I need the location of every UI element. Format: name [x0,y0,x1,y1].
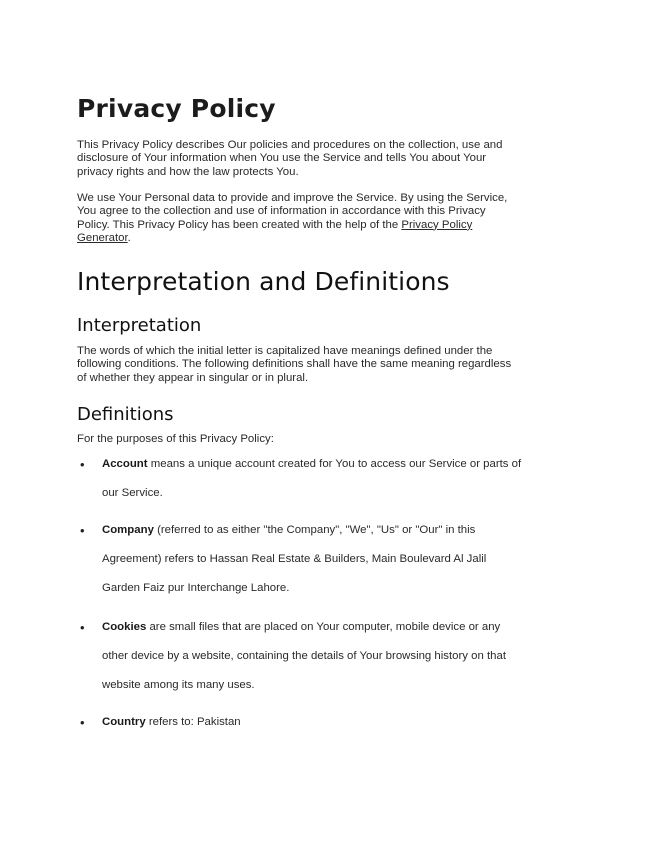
intro-p2-line [77,232,567,245]
intro-p2-line: You agree to the collection and use of information in accordance with this Privacy [77,205,486,218]
bullet-icon: • [80,457,85,472]
definition-item-country [77,716,577,736]
privacy-policy-generator-link-cont[interactable]: Generator [77,232,128,245]
definition-term: Country [102,716,146,728]
intro-p1-line: privacy rights and how the law protects You. [77,165,299,178]
definition-text: refers to: Pakistan [145,716,241,728]
definition-line: other device by a website, containing the details of Your browsing history on that [102,650,506,662]
definition-term: Account [102,458,148,470]
interpretation-paragraph [77,345,567,385]
definition-line: Agreement) refers to Hassan Real Estate & Builders, Main Boulevard Al Jalil [102,553,487,565]
intro-p2-text: Policy. This Privacy Policy has been created with the help of the [77,218,402,231]
definition-term: Company [102,524,154,536]
interpretation-line: of whether they appear in singular or in plural. [77,371,309,384]
definition-line: Garden Faiz pur Interchange Lahore. [102,582,290,594]
definition-item-account [77,458,577,508]
definition-item-company [77,524,577,604]
bullet-icon: • [80,715,85,730]
interpretation-line: following conditions. The following definitions shall have the same meaning regardless [77,358,512,371]
interpretation-line: The words of which the initial letter is capitalized have meanings defined under the [77,345,493,357]
definitions-lead-text: For the purposes of this Privacy Policy: [77,433,274,445]
definition-line: our Service. [102,487,163,499]
bullet-icon: • [80,620,85,635]
definition-line: website among its many uses. [102,679,255,691]
definition-line [102,524,475,536]
definition-text: are small files that are placed on Your computer, mobile device or any [146,621,501,633]
interpretation-heading: Interpretation [77,315,202,336]
intro-paragraph-2 [77,192,567,246]
definition-text: (referred to as either "the Company", "We", "Us" or "Our" in this [153,524,476,536]
definition-line [102,621,500,633]
definition-term: Cookies [102,621,147,633]
definition-line [102,716,241,728]
definition-text: means a unique account created for You to access our Service or parts of [147,458,522,470]
definition-item-cookies [77,621,577,701]
intro-p2-text: . [127,232,131,245]
intro-paragraph-1 [77,139,567,179]
definitions-lead [77,433,567,446]
section-heading-interpretation-definitions: Interpretation and Definitions [77,267,450,296]
privacy-policy-generator-link[interactable]: Privacy Policy [401,218,473,231]
page-title: Privacy Policy [77,94,276,123]
intro-p2-line: We use Your Personal data to provide and improve the Service. By using the Service, [77,192,508,204]
intro-p2-line [77,219,567,232]
intro-p1-line: disclosure of Your information when You use the Service and tells You about Your [77,152,487,165]
bullet-icon: • [80,523,85,538]
intro-p1-line: This Privacy Policy describes Our policies and procedures on the collection, use and [77,139,503,151]
definition-line [102,458,521,470]
definitions-heading: Definitions [77,404,174,425]
